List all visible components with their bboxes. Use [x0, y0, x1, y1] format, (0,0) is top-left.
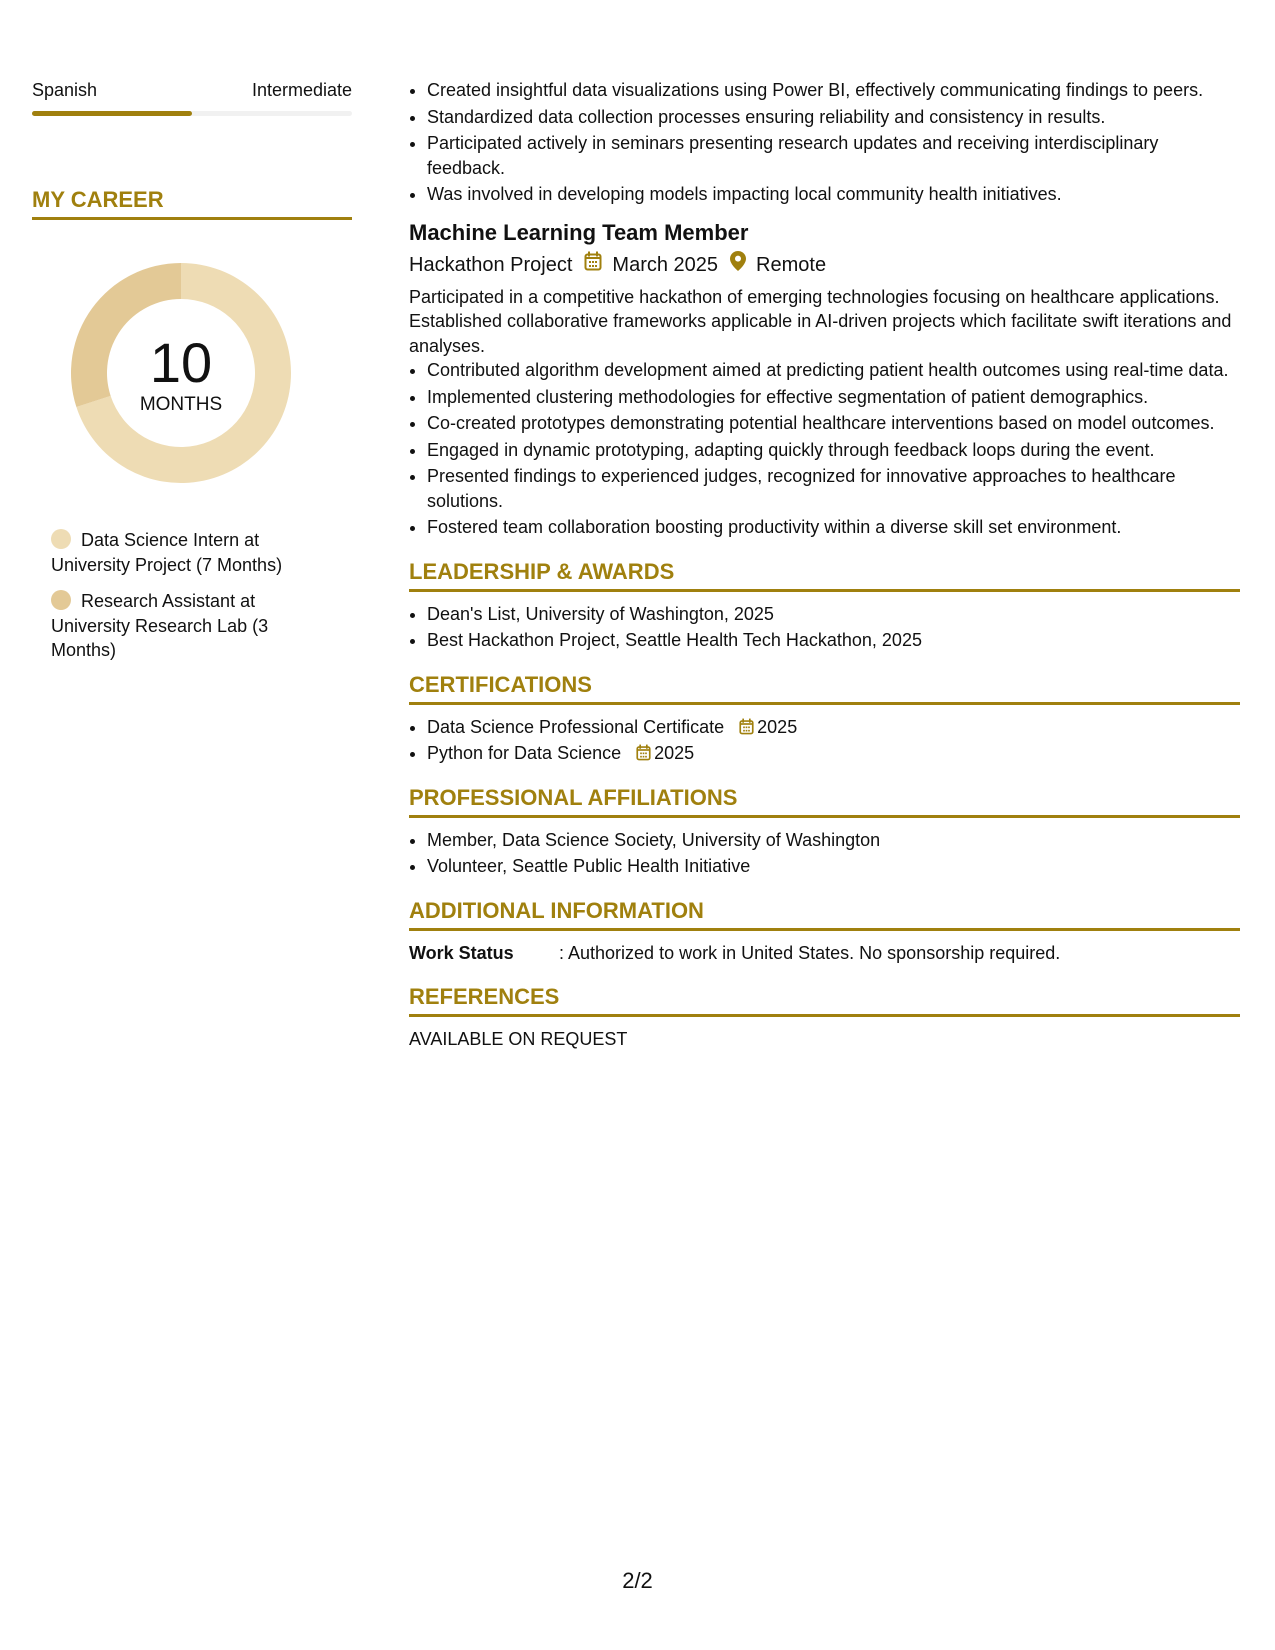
work-status-row [409, 941, 1240, 966]
list-item: • Fostered team collaboration boosting productivity within a diverse skill set environment. [427, 515, 1240, 540]
list-item: • Best Hackathon Project, Seattle Health Tech Hackathon, 2025 [427, 628, 1240, 653]
certification-year: 2025 [654, 743, 695, 763]
calendar-icon [636, 744, 651, 761]
location-pin-icon [730, 251, 746, 279]
career-total-value: 10 [149, 331, 213, 394]
list-item: • Participated actively in seminars presenting research updates and receiving interdisciplinary feedback. [427, 131, 1240, 180]
certification-date [739, 717, 797, 737]
awards-list [409, 602, 1240, 653]
list-item: • Engaged in dynamic prototyping, adapting quickly through feedback loops during the event. [427, 438, 1240, 463]
certification-date [636, 743, 694, 763]
job-meta [409, 251, 1240, 279]
certification-name: Python for Data Science [427, 743, 622, 763]
affiliations-section-title: PROFESSIONAL AFFILIATIONS [409, 784, 1240, 818]
job-date: March 2025 [612, 253, 719, 276]
legend-item [51, 589, 311, 663]
job-title: Machine Learning Team Member [409, 219, 749, 245]
list-item: • Created insightful data visualizations using Power BI, effectively communicating findings to peers. [427, 78, 1240, 103]
previous-job-bullets [409, 78, 1240, 207]
legend-label: Data Science Intern at University Project (7 Months) [51, 530, 283, 575]
affiliations-list [409, 828, 1240, 879]
list-item: • Standardized data collection processes ensuring reliability and consistency in results. [427, 105, 1240, 130]
list-item: • Dean's List, University of Washington, 2025 [427, 602, 1240, 627]
language-proficiency-bar [32, 111, 352, 116]
job-org: Hackathon Project [409, 253, 573, 276]
list-item [427, 741, 1240, 766]
page-number: 2/2 [622, 1568, 653, 1593]
career-total-unit: MONTHS [139, 394, 223, 415]
list-item: • Volunteer, Seattle Public Health Initiative [427, 854, 1240, 879]
certifications-list [409, 715, 1240, 766]
legend-dot [51, 590, 71, 610]
language-proficiency-fill [32, 111, 192, 116]
calendar-icon [584, 251, 602, 279]
legend-item [51, 528, 311, 577]
list-item [427, 715, 1240, 740]
list-item: • Contributed algorithm development aimed at predicting patient health outcomes using real-time data. [427, 358, 1240, 383]
list-item: • Member, Data Science Society, University of Washington [427, 828, 1240, 853]
list-item: • Co-created prototypes demonstrating potential healthcare interventions based on model outcomes. [427, 411, 1240, 436]
certifications-section-title: CERTIFICATIONS [409, 671, 1240, 705]
job-description: Participated in a competitive hackathon of emerging technologies focusing on healthcare applications. Established collaborative frameworks applicable in AI-driven projects which facilitate swift iterations and analyses. [409, 286, 1232, 356]
calendar-icon [739, 718, 754, 735]
references-section-title: REFERENCES [409, 983, 1240, 1017]
left-column [32, 78, 352, 675]
language-name: Spanish [32, 80, 98, 100]
job-bullets [409, 358, 1240, 540]
language-row [32, 78, 352, 102]
donut-center [66, 258, 296, 488]
list-item: • Implemented clustering methodologies for effective segmentation of patient demographics. [427, 385, 1240, 410]
right-column [409, 78, 1240, 1052]
additional-section-title: ADDITIONAL INFORMATION [409, 897, 1240, 931]
career-section-title: MY CAREER [32, 186, 352, 220]
career-donut-chart [66, 258, 296, 488]
legend-label: Research Assistant at University Research Lab (3 Months) [51, 591, 269, 660]
references-text: AVAILABLE ON REQUEST [409, 1029, 628, 1049]
language-level: Intermediate [251, 80, 352, 100]
certification-name: Data Science Professional Certificate [427, 716, 725, 737]
job-location: Remote [756, 253, 827, 276]
legend-dot [51, 529, 71, 549]
list-item: • Was involved in developing models impacting local community health initiatives. [427, 182, 1240, 207]
certification-year: 2025 [757, 716, 798, 737]
work-status-label: Work Status [409, 942, 514, 963]
list-item: • Presented findings to experienced judges, recognized for innovative approaches to healthcare solutions. [427, 464, 1240, 513]
awards-section-title: LEADERSHIP & AWARDS [409, 558, 1240, 592]
career-legend [51, 528, 311, 663]
work-status-value: : Authorized to work in United States. No sponsorship required. [559, 942, 1061, 963]
